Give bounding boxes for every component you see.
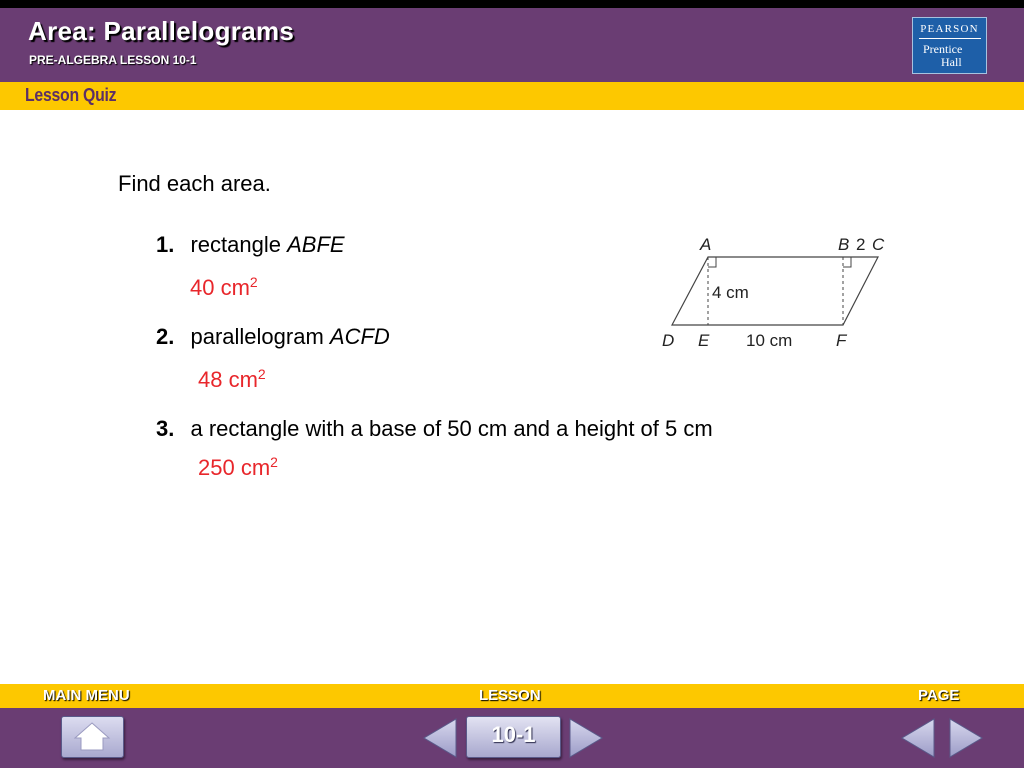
prev-page-button[interactable]: [898, 716, 938, 760]
vertex-label-a: A: [700, 235, 712, 254]
answer-exponent: 2: [270, 454, 278, 470]
answer-exponent: 2: [249, 274, 258, 290]
lesson-label: LESSON: [479, 687, 541, 704]
answer-2: [198, 366, 266, 393]
question-number: 3.: [156, 416, 175, 441]
answer-value: 48 cm: [198, 367, 258, 392]
vertex-label-b: B: [838, 235, 850, 254]
next-page-button[interactable]: [946, 716, 986, 760]
page-title: Area: Parallelograms: [28, 16, 295, 46]
lesson-subtitle: PRE-ALGEBRA LESSON 10-1: [29, 53, 197, 67]
logo-brand: PEARSON: [920, 23, 979, 35]
pearson-logo: [912, 17, 987, 74]
parallelogram-diagram: [658, 230, 898, 360]
question-2: [156, 324, 390, 350]
answer-value: 40 cm: [190, 275, 250, 300]
header-bar: [0, 8, 1024, 82]
home-icon: [62, 717, 123, 757]
main-menu-button[interactable]: [61, 716, 124, 758]
question-text: rectangle: [190, 232, 288, 257]
answer-value: 250 cm: [198, 455, 271, 480]
main-menu-label: MAIN MENU: [43, 687, 130, 704]
top-border: [0, 0, 1024, 8]
logo-divider: [919, 38, 981, 39]
vertex-label-f: F: [836, 331, 847, 350]
left-arrow-icon: [902, 719, 934, 757]
right-angle-marker-a: [708, 257, 716, 267]
left-arrow-icon: [424, 719, 456, 757]
dimension-label-height: 4 cm: [712, 283, 749, 302]
prev-lesson-button[interactable]: [420, 716, 460, 760]
question-italic: ACFD: [329, 324, 390, 349]
section-label: Lesson Quiz: [25, 85, 117, 105]
dimension-label-top: 2: [856, 235, 866, 254]
logo-line2: Hall: [941, 55, 962, 69]
next-lesson-button[interactable]: [566, 716, 606, 760]
page-label: PAGE: [918, 687, 960, 704]
answer-exponent: 2: [257, 366, 266, 382]
lesson-number: 10-1: [491, 722, 536, 747]
question-3: [156, 416, 713, 442]
answer-1: [190, 274, 258, 301]
section-bar: [0, 82, 1024, 110]
question-italic: ABFE: [287, 232, 345, 257]
vertex-label-c: C: [872, 235, 885, 254]
right-arrow-icon: [950, 719, 982, 757]
question-text: a rectangle with a base of 50 cm and a height of 5 cm: [190, 416, 713, 441]
question-text: parallelogram: [190, 324, 330, 349]
question-number: 1.: [156, 232, 175, 257]
vertex-label-d: D: [662, 331, 675, 350]
right-arrow-icon: [570, 719, 602, 757]
question-1: [156, 232, 345, 258]
logo-line1: Prentice: [923, 42, 963, 56]
dimension-label-base: 10 cm: [746, 331, 793, 350]
instruction: Find each area.: [118, 171, 271, 196]
answer-3: [198, 454, 278, 481]
question-number: 2.: [156, 324, 175, 349]
vertex-label-e: E: [698, 331, 710, 350]
lesson-number-box: [466, 716, 561, 758]
right-angle-marker-b: [843, 257, 851, 267]
